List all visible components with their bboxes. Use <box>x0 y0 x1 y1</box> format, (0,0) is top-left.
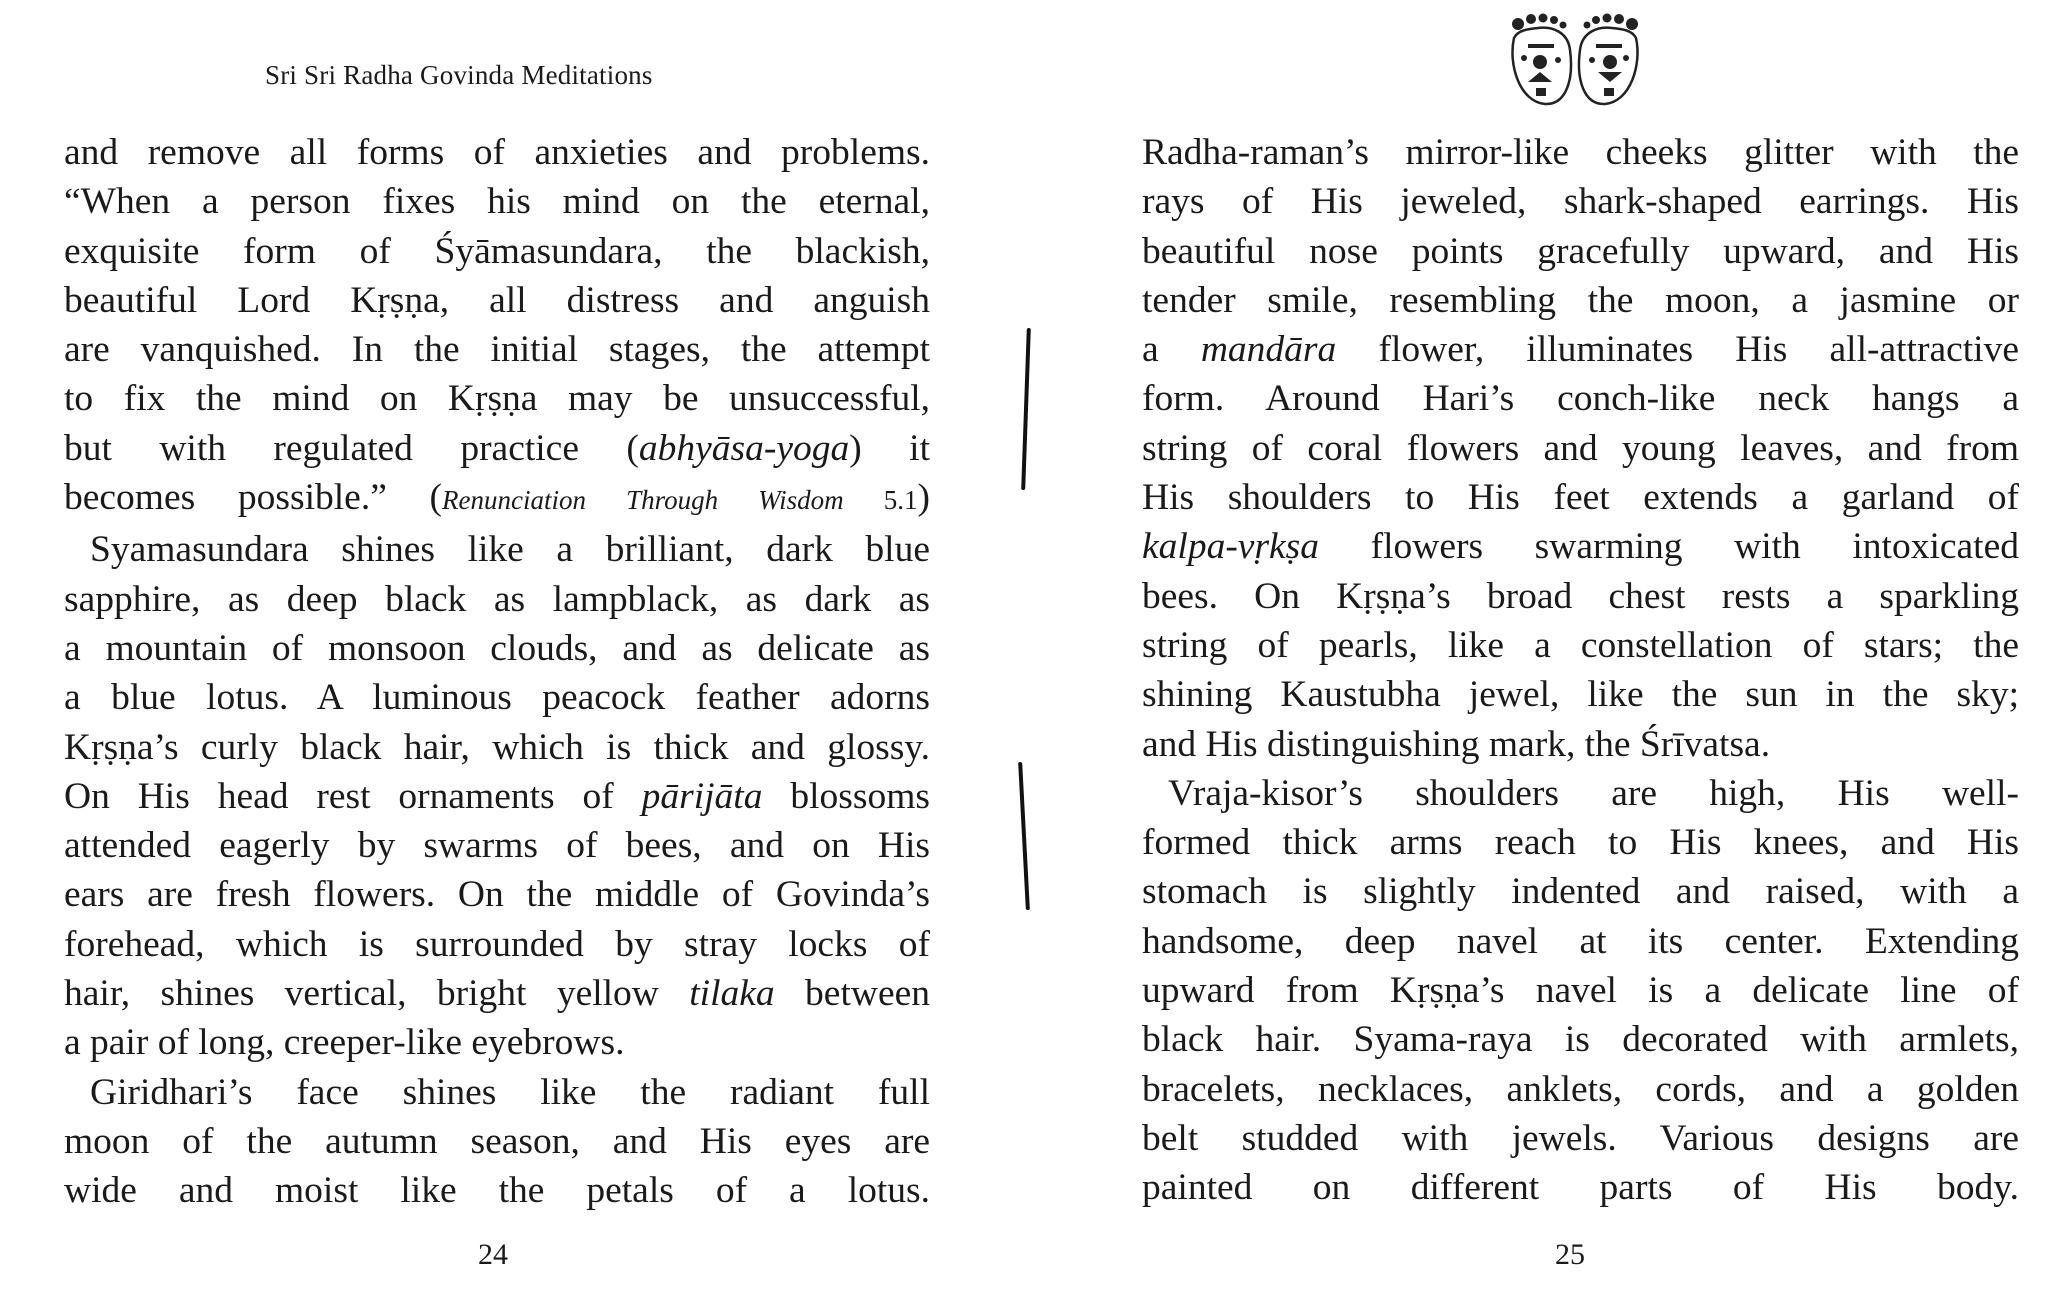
gutter-mark <box>1021 328 1031 490</box>
text-line: stomach is slightly indented and raised, with a <box>1142 871 2019 913</box>
italic-term: tilaka <box>689 973 775 1015</box>
paragraph <box>64 1117 930 1166</box>
text-line: between <box>774 973 930 1015</box>
page-number: 25 <box>1555 1238 1585 1271</box>
text-line: and His distinguishing mark, the Śrīvatsa. <box>1142 723 1771 765</box>
right-page-body <box>1142 128 2019 1213</box>
paragraph <box>64 424 930 473</box>
paragraph <box>64 723 930 772</box>
paragraph <box>1142 374 2019 423</box>
text-line: flowers swarming with intoxicated <box>1319 526 2019 568</box>
paragraph <box>64 276 930 325</box>
paragraph <box>1142 621 2019 670</box>
reference-title: Renunciation Through Wisdom <box>442 485 844 516</box>
paragraph <box>64 177 930 226</box>
text-line: forehead, which is surrounded by stray locks of <box>64 923 930 965</box>
paragraph <box>1142 128 2019 177</box>
paragraph <box>1142 227 2019 276</box>
paragraph <box>64 1166 930 1215</box>
text-line: beautiful Lord Kṛṣṇa, all distress and anguish <box>64 279 930 321</box>
text-line: string of coral flowers and young leaves, and from <box>1142 427 2019 469</box>
text-line: black hair. Syama-raya is decorated with armlets, <box>1142 1019 2019 1061</box>
paragraph <box>1142 867 2019 916</box>
paragraph <box>64 821 930 870</box>
paragraph <box>1142 1114 2019 1163</box>
text-line: a <box>1142 329 1201 371</box>
text-line: ears are fresh flowers. On the middle of Govinda’s <box>64 874 930 916</box>
text-line: flower, illuminates His all-attractive <box>1336 329 2019 371</box>
text-line: belt studded with jewels. Various designs are <box>1142 1117 2019 1159</box>
paragraph <box>64 870 930 919</box>
text-line: a mountain of monsoon clouds, and as delicate as <box>64 627 930 669</box>
left-page <box>0 0 1000 1301</box>
text-line: On His head rest ornaments of <box>64 775 642 817</box>
text-line: “When a person fixes his mind on the eternal, <box>64 181 930 223</box>
text-line: a pair of long, creeper-like eyebrows. <box>64 1022 625 1064</box>
left-page-body <box>64 128 930 1216</box>
paragraph <box>1142 1163 2019 1212</box>
italic-term: pārijāta <box>641 775 763 817</box>
italic-term: mandāra <box>1200 329 1337 371</box>
paragraph <box>1142 917 2019 966</box>
paragraph <box>1142 670 2019 719</box>
text-line: to fix the mind on Kṛṣṇa may be unsuccessful, <box>64 378 930 420</box>
text-line: and remove all forms of anxieties and problems. <box>64 132 930 173</box>
text-line: exquisite form of Śyāmasundara, the blackish, <box>64 230 930 272</box>
lotus-feet-icon <box>1500 10 1650 110</box>
text-line: beautiful nose points gracefully upward, and His <box>1142 230 2019 272</box>
paragraph <box>1142 276 2019 325</box>
reference-number: 5.1 <box>843 485 918 516</box>
italic-term: abhyāsa-yoga <box>638 427 850 469</box>
text-line: rays of His jeweled, shark-shaped earrings. His <box>1142 181 2019 223</box>
text-line: painted on different parts of His body. <box>1142 1167 2019 1209</box>
text-line: blossoms <box>762 775 930 817</box>
text-line: but with regulated practice ( <box>64 427 639 469</box>
text-line: moon of the autumn season, and His eyes are <box>64 1120 930 1162</box>
text-line: wide and moist like the petals of a lotus. <box>64 1170 930 1212</box>
paragraph <box>1142 1015 2019 1064</box>
text-line: form. Around Hari’s conch-like neck hangs a <box>1142 378 2019 420</box>
paragraph <box>64 473 930 525</box>
paragraph <box>1142 818 2019 867</box>
text-line: Giridhari’s face shines like the radiant full <box>90 1071 930 1113</box>
text-line: ) it <box>849 427 930 469</box>
text-line: shining Kaustubha jewel, like the sun in the sky; <box>1142 674 2019 716</box>
paragraph <box>64 920 930 969</box>
paragraph <box>1142 177 2019 226</box>
paragraph <box>1142 424 2019 473</box>
text-line: Vraja-kisor’s shoulders are high, His well- <box>1168 772 2019 814</box>
text-line: ) <box>917 477 931 519</box>
italic-term: kalpa-vṛkṣa <box>1142 526 1320 568</box>
text-line: sapphire, as deep black as lampblack, as dark as <box>64 578 930 620</box>
text-line: handsome, deep navel at its center. Extending <box>1142 920 2019 962</box>
paragraph <box>1142 1065 2019 1114</box>
text-line: tender smile, resembling the moon, a jasmine or <box>1142 279 2019 321</box>
paragraph <box>64 128 930 177</box>
reference-citation <box>442 485 917 515</box>
paragraph <box>64 227 930 276</box>
paragraph <box>1142 966 2019 1015</box>
paragraph <box>1142 720 2019 769</box>
paragraph <box>1142 769 2019 818</box>
paragraph <box>1142 572 2019 621</box>
text-line: hair, shines vertical, bright yellow <box>64 973 690 1015</box>
running-head: Sri Sri Radha Govinda Meditations <box>265 60 653 90</box>
right-page <box>1100 0 2048 1301</box>
text-line: formed thick arms reach to His knees, and His <box>1142 822 2019 864</box>
paragraph <box>64 772 930 821</box>
text-line: upward from Kṛṣṇa’s navel is a delicate line of <box>1142 970 2019 1012</box>
paragraph <box>64 1068 930 1117</box>
paragraph <box>64 525 930 574</box>
paragraph <box>1142 473 2019 522</box>
text-line: becomes possible.” ( <box>64 477 443 519</box>
gutter-mark <box>1018 762 1030 910</box>
paragraph <box>64 325 930 374</box>
text-line: bracelets, necklaces, anklets, cords, and a golden <box>1142 1068 2019 1110</box>
paragraph <box>64 969 930 1018</box>
paragraph <box>64 374 930 423</box>
text-line: Radha-raman’s mirror-like cheeks glitter with the <box>1142 132 2019 173</box>
text-line: His shoulders to His feet extends a garland of <box>1142 477 2019 519</box>
page-number: 24 <box>478 1238 508 1271</box>
text-line: a blue lotus. A luminous peacock feather adorns <box>64 677 930 719</box>
text-line: string of pearls, like a constellation of stars; the <box>1142 624 2019 666</box>
paragraph <box>64 624 930 673</box>
paragraph <box>64 673 930 722</box>
paragraph <box>1142 325 2019 374</box>
text-line: attended eagerly by swarms of bees, and on His <box>64 825 930 867</box>
text-line: bees. On Kṛṣṇa’s broad chest rests a sparkling <box>1142 575 2019 617</box>
text-line: Kṛṣṇa’s curly black hair, which is thick and glossy. <box>64 726 930 768</box>
paragraph <box>1142 522 2019 571</box>
paragraph <box>64 1018 930 1067</box>
text-line: Syamasundara shines like a brilliant, dark blue <box>90 529 930 571</box>
text-line: are vanquished. In the initial stages, the attempt <box>64 329 930 371</box>
paragraph <box>64 575 930 624</box>
